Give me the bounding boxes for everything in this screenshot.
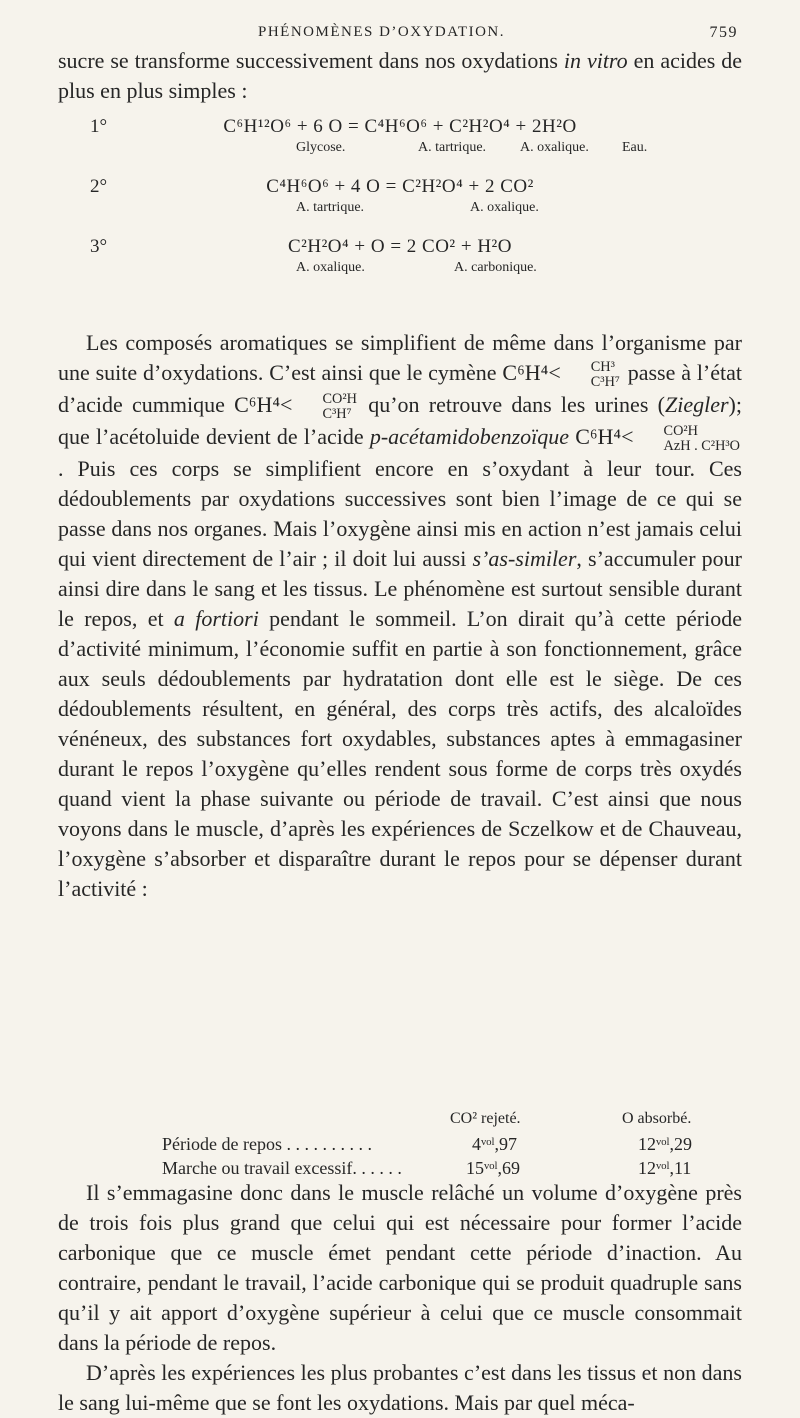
gas-exchange-table: [58, 1108, 742, 1182]
compound-name: Glycose.: [296, 140, 346, 155]
row-label: Marche ou travail excessif. . . . . .: [162, 1158, 402, 1178]
equation-row: [0, 234, 800, 294]
equation-number: 1°: [90, 116, 108, 137]
equation-number: 3°: [90, 236, 108, 257]
intro-paragraph: [58, 46, 742, 106]
compound-name: A. oxalique.: [296, 260, 365, 275]
equation-formula: C⁴H⁶O⁶ + 4 O = C²H²O⁴ + 2 CO²: [266, 176, 534, 197]
closing-paragraph: D’après les expériences les plus probantes c’est dans les tissus et non dans le sang lui-même que se font les oxydations. Mais par quel méca-: [58, 1360, 742, 1415]
o2-value: 12ᵛᵒˡ,29: [638, 1134, 692, 1154]
table-header: [58, 1108, 742, 1134]
co2-value: 4ᵛᵒˡ,97: [472, 1134, 517, 1154]
compound-name: A. tartrique.: [296, 200, 365, 215]
equation-number: 2°: [90, 176, 108, 197]
equation-formula: C²H²O⁴ + O = 2 CO² + H²O: [288, 236, 512, 257]
compound-name: A. tartrique.: [418, 140, 487, 155]
aromatic-text-5: . Puis ces corps se simplifient encore en s’oxydant à leur tour. Ces dédoublements par oxydations successives sont bien l’image de ce qui se passe dans nos organes. Mais l’oxygène ainsi mis en action n’est jamais celui qui vient directement de l’air ; il doit lui aussi: [58, 455, 742, 571]
aromatic-text-3: qu’on retrouve dans les urines (: [358, 391, 665, 417]
aromatic-text-6: , s’accumuler pour ainsi dire dans le sang et les tissus. Le phénomène est surtout sensible durant le repos, et: [58, 545, 742, 631]
acid-name: p-acétamidobenzoïque: [369, 423, 570, 449]
equation-formula: C⁶H¹²O⁶ + 6 O = C⁴H⁶O⁶ + C²H²O⁴ + 2H²O: [223, 116, 577, 137]
row-label: Période de repos . . . . . . . . . .: [162, 1134, 372, 1154]
aromatic-text-1: Les composés aromatiques se simplifient de même dans l’organisme par une suite d’oxydations. C’est ainsi que le cymène: [58, 330, 742, 385]
ziegler-reference: Ziegler: [664, 391, 729, 417]
table-row: [58, 1134, 742, 1158]
aromatic-text-4: ); que l’acétoluide devient de l’acide: [58, 391, 742, 449]
column-header-co2: CO² rejeté.: [450, 1110, 521, 1127]
intro-text: sucre se transforme successivement dans nos oxydations: [58, 48, 558, 73]
intro-tail: en acides de plus en plus simples :: [58, 48, 742, 103]
aromatic-paragraph: [58, 328, 742, 904]
assimiler-term: s’as-similer: [472, 545, 577, 571]
running-head: [0, 18, 800, 48]
compound-name: Eau.: [622, 140, 648, 155]
cummic-acid-formula: C⁶H⁴< CO²H C³H⁷: [234, 390, 357, 422]
acetamidobenzoic-formula: C⁶H⁴< CO²H AzH . C²H³O: [575, 422, 741, 454]
in-vitro-term: in vitro: [563, 48, 628, 73]
page-number: 759: [709, 24, 738, 41]
compound-name: A. oxalique.: [470, 200, 539, 215]
equation-row: [0, 174, 800, 234]
aromatic-text-7: pendant le sommeil. L’on dirait qu’à cette période d’activité minimum, l’économie suffit en partie à son fonctionnement, grâce aux seuls dédoublements par hydratation dont elle est le siège. De ces dédoublements résultent, en général, des corps très actifs, des alcaloïdes vénéneux, des substances fort oxydables, substances aptes à emmagasiner durant le repos l’oxygène qu’elles rendent sous forme de corps très oxydés quand vient la phase suivante ou période de travail. C’est ainsi que nous voyons dans le muscle, d’après les expériences de Sczelkow et de Chauveau, l’oxygène s’absorber et disparaître durant le repos pour se dépenser durant l’activité :: [58, 605, 743, 901]
cymene-formula: C⁶H⁴< CH³ C³H⁷: [502, 358, 620, 390]
compound-name: A. oxalique.: [520, 140, 589, 155]
o2-value: 12ᵛᵒˡ,11: [638, 1158, 692, 1178]
muscle-paragraph: Il s’emmagasine donc dans le muscle relâché un volume d’oxygène près de trois fois plus grand que celui qui est nécessaire pour former l’acide carbonique que ce muscle émet pendant cette période d’inaction. Au contraire, pendant le travail, l’acide carbonique qui se produit quadruple sans qu’il y ait apport d’oxygène supérieur à celui que ce muscle consommait dans la période de repos.: [58, 1180, 742, 1355]
muscle-section: [58, 1178, 742, 1418]
column-header-o2: O absorbé.: [622, 1110, 692, 1127]
co2-value: 15ᵛᵒˡ,69: [466, 1158, 520, 1178]
running-title: PHÉNOMÈNES D’OXYDATION.: [258, 24, 505, 40]
equation-row: [0, 114, 800, 174]
compound-name: A. carbonique.: [454, 260, 537, 275]
a-fortiori-term: a fortiori: [173, 605, 259, 631]
aromatic-text-2: passe à l’état d’acide cummique: [58, 360, 743, 417]
oxidation-equations: [0, 114, 800, 294]
